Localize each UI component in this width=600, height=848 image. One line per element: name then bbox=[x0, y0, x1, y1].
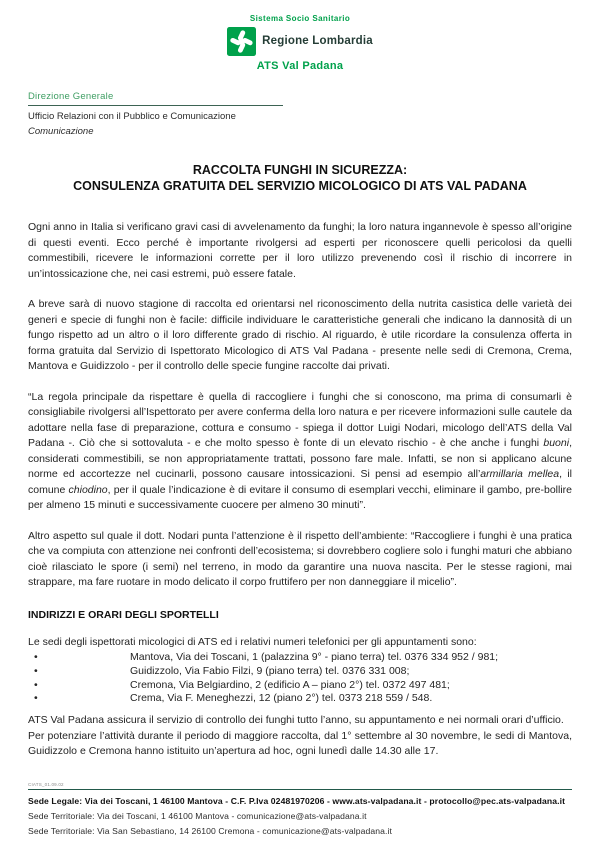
paragraph-environment: Altro aspetto sul quale il dott. Nodari punta l’attenzione è il rispetto dell’ambiente: “Raccogliere i funghi è una pratica che va compiuta con attenzione nei confronti dell’ecosistema; si dovrebbero cogliere solo i funghi maturi che abbiano cioè rilasciato le spore (i semi) nel terreno, in modo da garantire una nuova nascita. Per le stesse ragioni, mai strappare, ma fare ruotare in modo delicato il corpo fruttifero per non danneggiare il micelio”. bbox=[28, 529, 572, 588]
paragraph-season: A breve sarà di nuovo stagione di raccolta ed orientarsi nel riconoscimento della nutrita casistica delle varietà dei generi e specie di funghi non è facile: difficile individuare le caratteristiche generali che indicano la dannosità di un fungo rispetto ad un altro o il loro differente grado di rischio. Al riguardo, è utile ricordare la consulenza offerta in forma gratuita dal Servizio di Ispettorato Micologico di ATS Val Padana - presente nelle sedi di Cremona, Crema, Mantova e Guidizzolo - per il controllo delle specie fungine raccolte dai privati. bbox=[28, 298, 572, 372]
sportello-list-item: • Guidizzolo, Via Fabio Filzi, 9 (piano terra) tel. 0376 331 008; bbox=[28, 665, 572, 679]
ufficio-relazioni-label: Ufficio Relazioni con il Pubblico e Comunicazione bbox=[28, 111, 236, 122]
regione-lombardia-label: Regione Lombardia bbox=[262, 34, 373, 47]
footer-divider bbox=[28, 789, 572, 790]
sportelli-intro: Le sedi degli ispettorati micologici di ATS ed i relativi numeri telefonici per gli appuntamenti sono: bbox=[28, 635, 477, 648]
paragraph-service-hours: ATS Val Padana assicura il servizio di controllo dei funghi tutto l’anno, su appuntamento e nei normali orari d’ufficio. bbox=[28, 714, 564, 727]
department-block bbox=[28, 91, 572, 137]
document-footer bbox=[28, 782, 572, 839]
sportelli-list bbox=[28, 651, 572, 706]
section-heading-sportelli: INDIRIZZI E ORARI DEGLI SPORTELLI bbox=[28, 608, 219, 621]
document-title-line2: CONSULENZA GRATUITA DEL SERVIZIO MICOLOGICO DI ATS VAL PADANA bbox=[73, 179, 527, 193]
header-logo-block bbox=[28, 12, 572, 72]
sistema-socio-sanitario-label: Sistema Socio Sanitario bbox=[249, 14, 351, 23]
footer-sede-territoriale-mantova: Sede Territoriale: Via dei Toscani, 1 46100 Mantova - comunicazione@ats-valpadana.it bbox=[28, 811, 367, 821]
ats-val-padana-label: ATS Val Padana bbox=[256, 60, 344, 72]
regione-lombardia-logo bbox=[227, 27, 373, 56]
document-title-line1: RACCOLTA FUNGHI IN SICUREZZA: bbox=[192, 163, 408, 177]
paragraph-extra-openings: Per potenziare l’attività durante il periodo di maggiore raccolta, dal 1° settembre al 30 novembre, le sedi di Mantova, Guidizzolo e Cremona hanno istituito un’apertura ad hoc, ogni lunedì dalle 14.30 alle 17. bbox=[28, 729, 572, 758]
comunicazione-label: Comunicazione bbox=[28, 126, 94, 137]
footer-sede-territoriale-cremona: Sede Territoriale: Via San Sebastiano, 14 26100 Cremona - comunicazione@ats-valpadana.it bbox=[28, 826, 393, 836]
footer-doc-code: CIATS_01.09.02 bbox=[28, 782, 64, 787]
direzione-generale-label: Direzione Generale bbox=[28, 91, 283, 106]
sportello-list-item: • Mantova, Via dei Toscani, 1 (palazzina 9° - piano terra) tel. 0376 334 952 / 981; bbox=[28, 651, 572, 665]
paragraph-quote-nodari: “La regola principale da rispettare è quella di raccogliere i funghi che si conoscono, ma prima di consumarli è consigliabile rivolgersi all’Ispettorato per avere conferma della loro natura e per ricevere informazioni sulle cautele da adottare nella fase di preparazione, cottura e consumo - spiega il dottor Luigi Nodari, micologo dell’ATS della Val Padana -. Ciò che si sottovaluta - e che molto spesso è fonte di un elevato rischio - è che anche i funghi buoni, considerati commestibili, se non appropriatamente trattati, possono fare male. Infatti, se non si applicano alcune norme ed accortezze nel cucinarli, possono causare intossicazioni. Si pensi ad esempio all’armillaria mellea, il comune chiodino, per il quale l’indicazione è di evitare il consumo di esemplari vecchi, eliminare il gambo, pre-bollire per almeno 15 minuti e successivamente cuocere per almeno 30 minuti”. bbox=[28, 390, 572, 511]
document-title bbox=[28, 162, 572, 194]
document-body bbox=[28, 220, 572, 760]
footer-sede-legale: Sede Legale: Via dei Toscani, 1 46100 Mantova - C.F. P.Iva 02481970206 - www.ats-valpadana.it - protocollo@pec.ats-valpadana.it bbox=[28, 796, 566, 806]
sportello-list-item: • Cremona, Via Belgiardino, 2 (edificio A – piano 2°) tel. 0372 497 481; bbox=[28, 679, 572, 693]
sportello-list-item: • Crema, Via F. Meneghezzi, 12 (piano 2°) tel. 0373 218 559 / 548. bbox=[28, 692, 572, 706]
paragraph-intro: Ogni anno in Italia si verificano gravi casi di avvelenamento da funghi; la loro natura ingannevole è spesso all’origine di questi eventi. Ecco perché è importante rivolgersi ad esperti per riconoscere quelli pericolosi da quelli commestibili, ricevere le informazioni corrette per il loro utilizzo prevenendo così il rischio di incorrere in un’intossicazione che, nei casi estremi, può essere fatale. bbox=[28, 221, 572, 280]
rosa-camuna-icon bbox=[227, 27, 256, 56]
